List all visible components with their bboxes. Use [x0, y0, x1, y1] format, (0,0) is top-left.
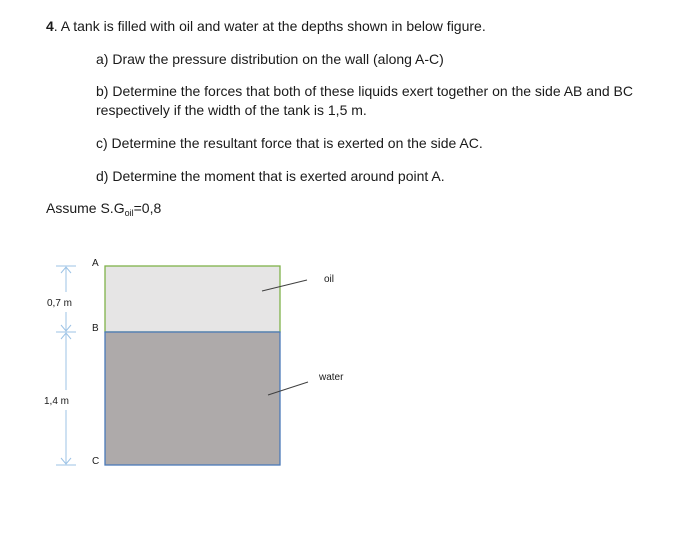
- part-a-text: a) Draw the pressure distribution on the wall (along A-C): [96, 51, 444, 67]
- water-label: water: [319, 372, 344, 383]
- part-b-text-line2: respectively if the width of the tank is 1,5 m.: [96, 102, 367, 118]
- question-number: 4: [46, 18, 54, 34]
- point-a-label: A: [92, 258, 99, 269]
- part-c-text: c) Determine the resultant force that is exerted on the side AC.: [96, 135, 483, 151]
- assumption-subscript: oil: [124, 208, 134, 218]
- oil-label: oil: [324, 274, 335, 285]
- part-d-text: d) Determine the moment that is exerted around point A.: [96, 168, 445, 184]
- part-b-text-line1: b) Determine the forces that both of these liquids exert together on the side AB and BC: [96, 83, 633, 99]
- assumption-suffix: =0,8: [133, 200, 162, 216]
- point-b-label: B: [92, 323, 99, 334]
- depth-water-label: 1,4 m: [44, 396, 70, 407]
- depth-oil-label: 0,7 m: [47, 298, 73, 309]
- oil-layer: [105, 266, 280, 332]
- point-c-label: C: [92, 456, 100, 467]
- question-intro: . A tank is filled with oil and water at the depths shown in below figure.: [53, 18, 486, 34]
- water-layer: [105, 332, 280, 465]
- assumption-prefix: Assume S.G: [46, 200, 125, 216]
